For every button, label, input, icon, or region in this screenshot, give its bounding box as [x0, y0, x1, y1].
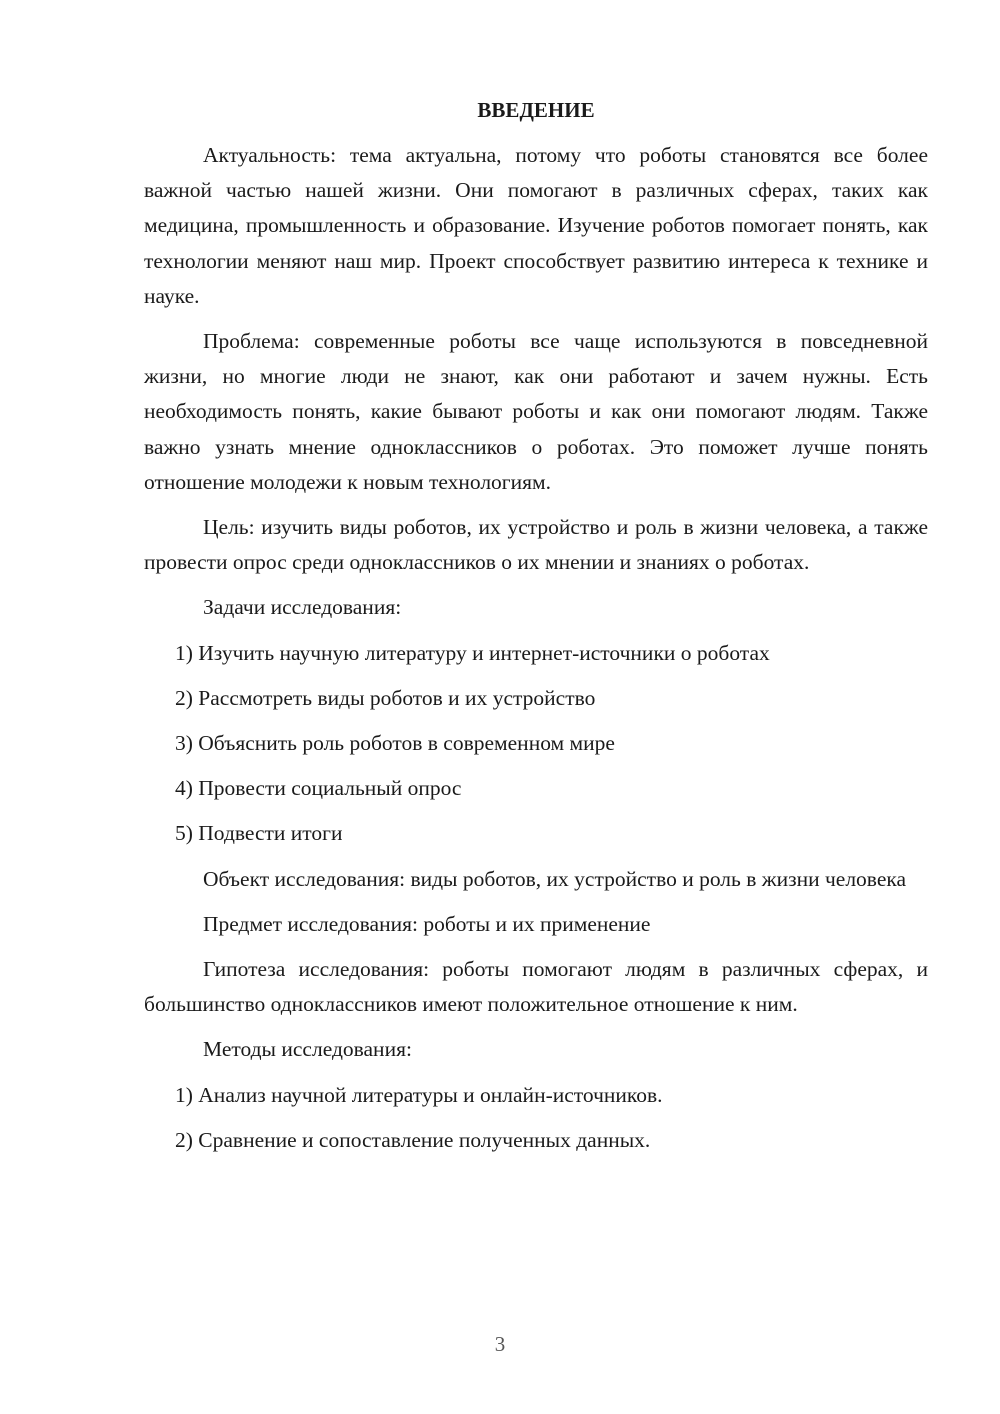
- section-heading: ВВЕДЕНИЕ: [477, 98, 595, 122]
- methods-title: Методы исследования:: [203, 1037, 412, 1062]
- object-paragraph: Объект исследования: виды роботов, их устройство и роль в жизни человека: [203, 866, 907, 891]
- hypothesis-paragraph: Гипотеза исследования: роботы помогают людям в различных сферах, и большинство одноклассников имеют положительное отношение к ним.: [144, 957, 928, 1017]
- goal-paragraph: Цель: изучить виды роботов, их устройство и роль в жизни человека, а также провести опрос среди одноклассников о их мнении и знаниях о роботах.: [144, 515, 928, 575]
- list-item: 1) Изучить научную литературу и интернет-источники о роботах: [175, 640, 770, 665]
- list-item: 4) Провести социальный опрос: [175, 776, 462, 801]
- list-item: 2) Сравнение и сопоставление полученных данных.: [175, 1127, 651, 1152]
- tasks-title: Задачи исследования:: [203, 595, 402, 620]
- subject-paragraph: Предмет исследования: роботы и их применение: [203, 911, 651, 936]
- page-number: 3: [494, 1332, 506, 1356]
- methods-list: [144, 1078, 928, 1158]
- problem-paragraph: Проблема: современные роботы все чаще используются в повседневной жизни, но многие люди не знают, как они работают и зачем нужны. Есть необходимость понять, какие бывают роботы и как они помогают людям. Также важно узнать мнение одноклассников о роботах. Это поможет лучше понять отношение молодежи к новым технологиям.: [144, 329, 928, 494]
- list-item: 1) Анализ научной литературы и онлайн-источников.: [175, 1082, 663, 1107]
- list-item: 2) Рассмотреть виды роботов и их устройство: [175, 685, 596, 710]
- actuality-paragraph: Актуальность: тема актуальна, потому что роботы становятся все более важной частью нашей жизни. Они помогают в различных сферах, таких как медицина, промышленность и образование. Изучение роботов помогает понять, как технологии меняют наш мир. Проект способствует развитию интереса к технике и науке.: [144, 143, 928, 308]
- list-item: 3) Объяснить роль роботов в современном мире: [175, 731, 615, 756]
- tasks-list: [144, 636, 928, 852]
- list-item: 5) Подвести итоги: [175, 821, 343, 846]
- document-page: [144, 92, 928, 1168]
